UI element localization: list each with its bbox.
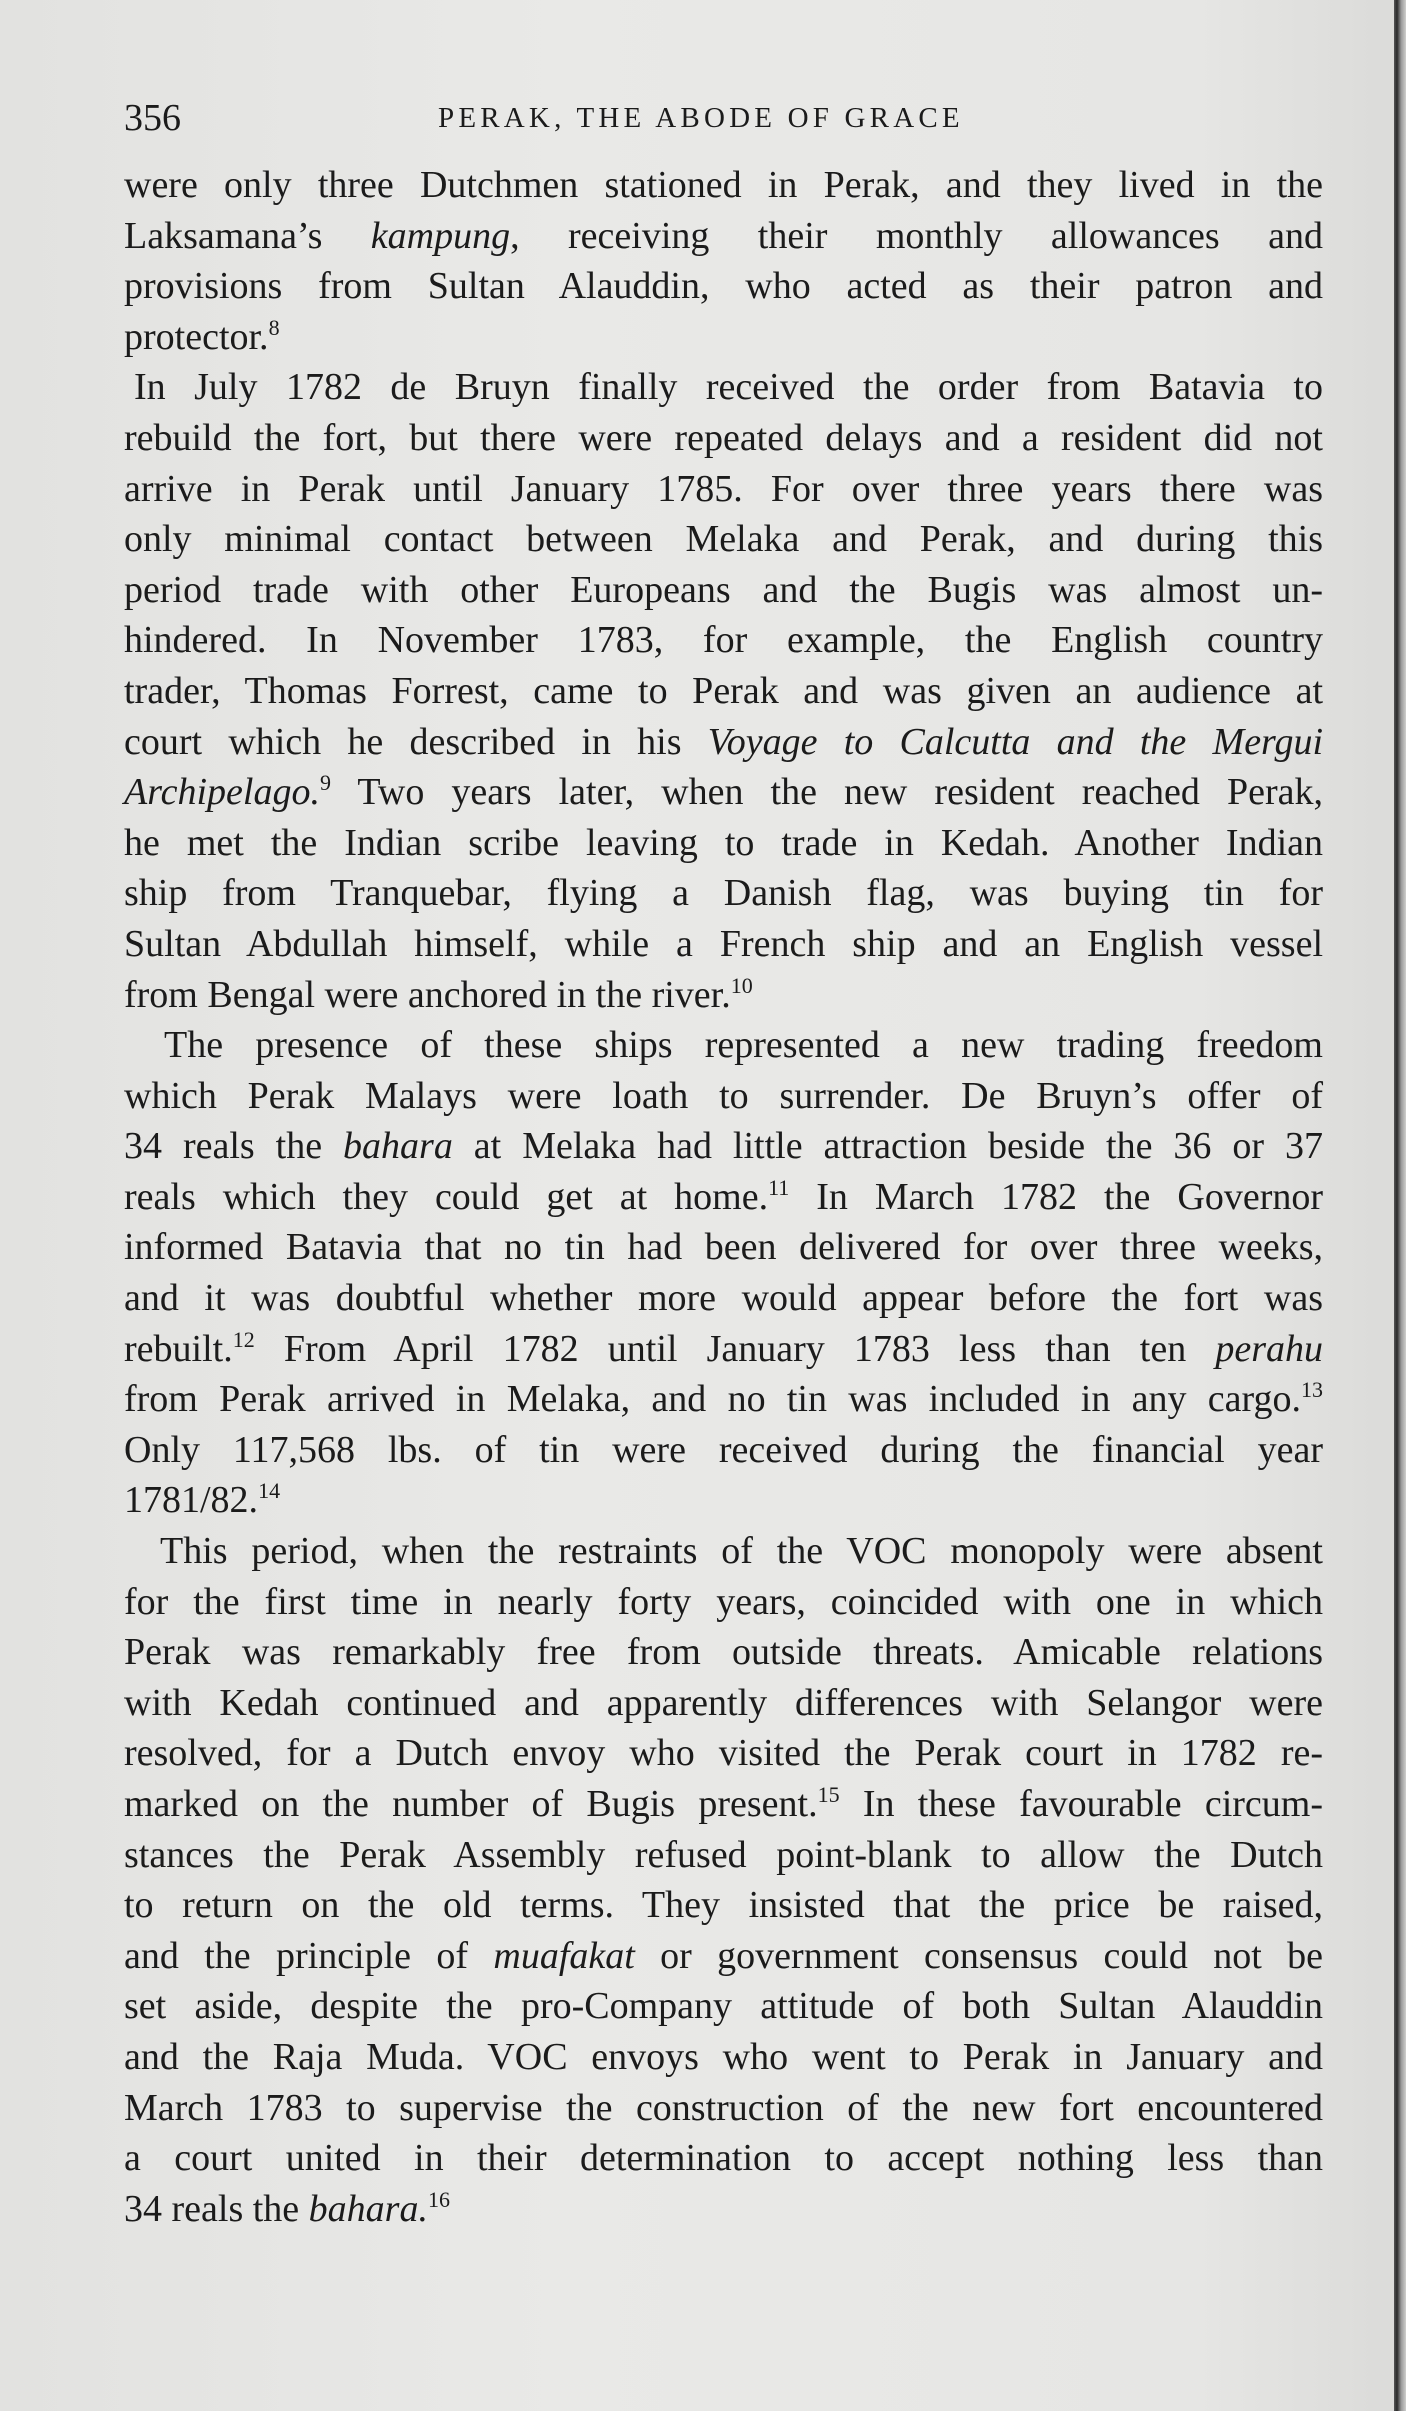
text-run: reals which they could get at home.	[124, 1175, 769, 1218]
text-run: March 1783 to supervise the construction of the new fort encountered	[124, 2086, 1323, 2129]
text-line	[124, 666, 1323, 717]
text-run: 34 reals the	[124, 1125, 344, 1168]
text-line	[124, 1121, 1323, 1172]
page-header	[124, 96, 1324, 146]
text-run: set aside, despite the pro-Company attitude of both Sultan Alauddin	[124, 1985, 1323, 2028]
text-run: with Kedah continued and apparently differences with Selangor were	[124, 1681, 1323, 1724]
text-run: at Melaka had little attraction beside the 36 or 37	[452, 1125, 1323, 1168]
text-line	[124, 1020, 1323, 1071]
text-line	[124, 1577, 1323, 1628]
text-line	[124, 1222, 1323, 1273]
text-run: or government consensus could not be	[634, 1934, 1323, 1977]
text-line	[124, 2032, 1323, 2083]
text-run: period trade with other Europeans and the Bugis was almost un-	[124, 568, 1323, 611]
text-run: stances the Perak Assembly refused point-blank to allow the Dutch	[124, 1833, 1323, 1876]
text-run: resolved, for a Dutch envoy who visited the Perak court in 1782 re-	[124, 1732, 1323, 1775]
text-line	[124, 717, 1323, 768]
text-line	[124, 1830, 1323, 1881]
text-run: and it was doubtful whether more would appear before the fort was	[124, 1277, 1323, 1320]
text-run: court which he described in his	[124, 720, 708, 763]
text-run: informed Batavia that no tin had been delivered for over three weeks,	[124, 1226, 1323, 1269]
text-line	[124, 211, 1323, 262]
text-line	[124, 970, 1323, 1021]
text-line	[124, 615, 1323, 666]
text-line	[124, 1880, 1323, 1931]
text-line	[124, 464, 1323, 515]
text-line	[124, 565, 1323, 616]
text-run: The presence of these ships represented a new trading freedom	[164, 1024, 1323, 1067]
text-run: rebuild the fort, but there were repeated delays and a resident did not	[124, 416, 1323, 459]
text-run: protector.	[124, 315, 269, 358]
text-run: Two years later, when the new resident reached Perak,	[330, 771, 1323, 814]
text-run: provisions from Sultan Alauddin, who acted as their patron and	[124, 265, 1323, 308]
text-line	[124, 1678, 1323, 1729]
text-line	[124, 1981, 1323, 2032]
italic-term: muafakat	[493, 1934, 635, 1977]
text-run: rebuilt.	[124, 1327, 233, 1370]
text-line	[124, 1728, 1323, 1779]
text-run: from Perak arrived in Melaka, and no tin was included in any cargo.	[124, 1378, 1301, 1421]
text-run: In these favourable circum-	[839, 1783, 1323, 1825]
footnote-ref: 12	[232, 1326, 255, 1352]
text-line	[124, 1931, 1323, 1982]
text-run: from Bengal were anchored in the river.	[124, 973, 731, 1016]
text-run: This period, when the restraints of the VOC monopoly were absent	[160, 1530, 1323, 1573]
text-line	[124, 1526, 1323, 1577]
text-line	[124, 1627, 1323, 1678]
text-run: a court united in their determination to accept nothing less than	[124, 2137, 1323, 2180]
text-line	[124, 514, 1323, 565]
text-run: Laksamana’s	[124, 214, 371, 257]
text-run: to return on the old terms. They insisted that the price be raised,	[124, 1884, 1323, 1927]
text-line	[124, 2184, 1323, 2235]
book-spine-edge	[1394, 0, 1406, 2411]
footnote-ref: 9	[319, 770, 331, 796]
italic-term: bahara.	[308, 2187, 428, 2230]
text-run: 1781/82.	[124, 1479, 259, 1522]
text-run: which Perak Malays were loath to surrender. De Bruyn’s offer of	[124, 1074, 1323, 1117]
footnote-ref: 16	[427, 2186, 450, 2212]
text-line	[124, 1324, 1323, 1375]
text-line	[124, 767, 1323, 818]
text-line	[124, 1779, 1323, 1830]
text-run: for the first time in nearly forty years, coincided with one in which	[124, 1580, 1323, 1623]
text-run: were only three Dutchmen stationed in Perak, and they lived in the	[124, 164, 1323, 206]
text-run: 34 reals the	[124, 2187, 309, 2230]
italic-term: bahara	[343, 1125, 453, 1168]
text-run: and the Raja Muda. VOC envoys who went to Perak in January and	[124, 2035, 1323, 2078]
text-run: only minimal contact between Melaka and Perak, and during this	[124, 518, 1323, 561]
footnote-ref: 13	[1301, 1377, 1323, 1403]
text-run: Sultan Abdullah himself, while a French ship and an English vessel	[124, 922, 1323, 965]
text-line	[124, 2133, 1323, 2184]
text-run: Only 117,568 lbs. of tin were received during the financial year	[124, 1428, 1323, 1471]
text-run: Perak was remarkably free from outside threats. Amicable relations	[124, 1631, 1323, 1674]
page-number: 356	[124, 97, 181, 139]
text-run: In March 1782 the Governor	[789, 1175, 1324, 1218]
italic-term: Archipelago.	[124, 771, 320, 814]
footnote-ref: 11	[768, 1174, 790, 1200]
text-run: ship from Tranquebar, flying a Danish flag, was buying tin for	[124, 872, 1323, 915]
text-run: hindered. In November 1783, for example, the English country	[124, 619, 1323, 662]
italic-term: kampung	[370, 214, 511, 257]
text-line	[124, 413, 1323, 464]
footnote-ref: 14	[258, 1478, 281, 1504]
text-run: , receiving their monthly allowances and	[510, 214, 1323, 257]
text-line	[124, 1172, 1323, 1223]
text-run: arrive in Perak until January 1785. For over three years there was	[124, 467, 1323, 510]
italic-term: perahu	[1215, 1327, 1323, 1370]
body-text	[124, 160, 1323, 2234]
footnote-ref: 8	[268, 314, 280, 340]
footnote-ref: 15	[817, 1782, 840, 1807]
text-run: From April 1782 until January 1783 less than ten	[254, 1327, 1216, 1370]
text-line	[124, 868, 1323, 919]
text-line	[124, 160, 1323, 211]
running-title: PERAK, THE ABODE OF GRACE	[438, 102, 964, 134]
text-line	[124, 1273, 1323, 1324]
text-run: and the principle of	[124, 1934, 494, 1977]
text-line	[124, 362, 1323, 413]
text-line	[124, 818, 1323, 869]
text-run: trader, Thomas Forrest, came to Perak and was given an audience at	[124, 669, 1323, 712]
text-line	[124, 2083, 1323, 2134]
text-line	[124, 1425, 1323, 1476]
text-line	[124, 919, 1323, 970]
text-line	[124, 1475, 1323, 1526]
text-run: In July 1782 de Bruyn finally received the order from Batavia to	[134, 366, 1323, 409]
text-line	[124, 312, 1323, 363]
text-run: he met the Indian scribe leaving to trade in Kedah. Another Indian	[124, 821, 1323, 864]
text-run: marked on the number of Bugis present.	[124, 1783, 818, 1825]
text-line	[124, 1071, 1323, 1122]
footnote-ref: 10	[730, 972, 753, 998]
text-line	[124, 261, 1323, 312]
text-line	[124, 1374, 1323, 1425]
italic-term: Voyage to Calcutta and the Mergui	[707, 720, 1323, 763]
